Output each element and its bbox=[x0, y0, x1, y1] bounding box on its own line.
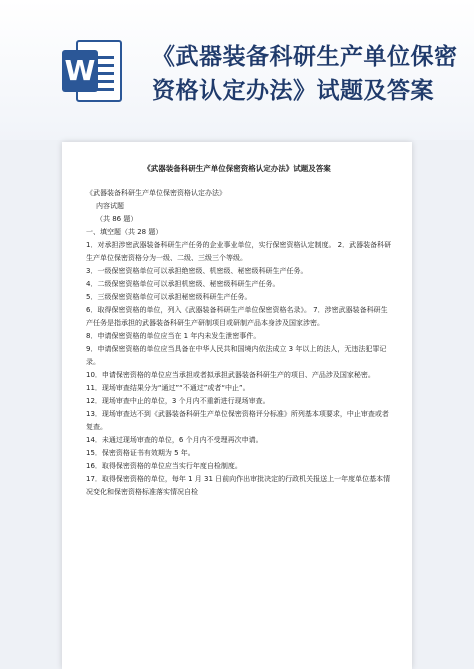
doc-line: 17．取得保密资格的单位，每年 1 月 31 日前向作出审批决定的行政机关报送上一年度单位基本情况变化和保密资格标准落实情况自检 bbox=[86, 475, 391, 496]
doc-line: 13．现场审查达不到《武器装备科研生产单位保密资格评分标准》所列基本项要求，中止审查或者复查。 bbox=[86, 410, 389, 431]
page-title: 《武器装备科研生产单位保密资格认定办法》试题及答案 bbox=[152, 44, 458, 104]
doc-line: 14．未通过现场审查的单位，6 个月内不受理再次申请。 bbox=[86, 436, 263, 444]
doc-line: 15．保密资格证书有效期为 5 年。 bbox=[86, 449, 195, 457]
document-content bbox=[80, 162, 394, 499]
doc-line: 5．三级保密资格单位可以承担秘密级科研生产任务。 bbox=[86, 293, 252, 301]
document-title: 《武器装备科研生产单位保密资格认定办法》试题及答案 bbox=[143, 164, 331, 173]
document-page bbox=[62, 142, 412, 669]
doc-line: 一、填空题（共 28 题） bbox=[86, 228, 163, 236]
word-document-icon bbox=[62, 40, 122, 102]
doc-line: 8．申请保密资格的单位应当在 1 年内未发生泄密事件。 bbox=[86, 332, 261, 340]
doc-line: 12．现场审查中止的单位，3 个月内不重新进行现场审查。 bbox=[86, 397, 270, 405]
doc-line: 6．取得保密资格的单位，列入《武器装备科研生产单位保密资格名录》。 7．涉密武器装备科研生产任务是指承担的武器装备科研生产研制项目或研制产品本身涉及国家涉密。 bbox=[86, 306, 388, 327]
doc-line: 11．现场审查结果分为“通过”“不通过”或者“中止”。 bbox=[86, 384, 250, 392]
doc-line: 《武器装备科研生产单位保密资格认定办法》 bbox=[86, 189, 226, 197]
doc-line: （共 86 题） bbox=[96, 215, 138, 223]
page-header bbox=[0, 0, 474, 140]
doc-line: 1．对承担涉密武器装备科研生产任务的企业事业单位，实行保密资格认定制度。 2．武器装备科研生产单位保密资格分为一级、二级、三级三个等级。 bbox=[86, 241, 392, 262]
doc-line: 16．取得保密资格的单位应当实行年度自检制度。 bbox=[86, 462, 242, 470]
doc-line: 3．一级保密资格单位可以承担绝密级、机密级、秘密级科研生产任务。 bbox=[86, 267, 308, 275]
doc-line: 4．二级保密资格单位可以承担机密级、秘密级科研生产任务。 bbox=[86, 280, 280, 288]
doc-line: 内容试题 bbox=[96, 202, 124, 210]
doc-line: 10．申请保密资格的单位应当承担或者拟承担武器装备科研生产的项目、产品涉及国家秘密。 bbox=[86, 371, 375, 379]
word-badge-icon: W bbox=[62, 50, 98, 92]
doc-line: 9．申请保密资格的单位应当具备在中华人民共和国境内依法成立 3 年以上的法人，无违法犯罪记录。 bbox=[86, 345, 387, 366]
